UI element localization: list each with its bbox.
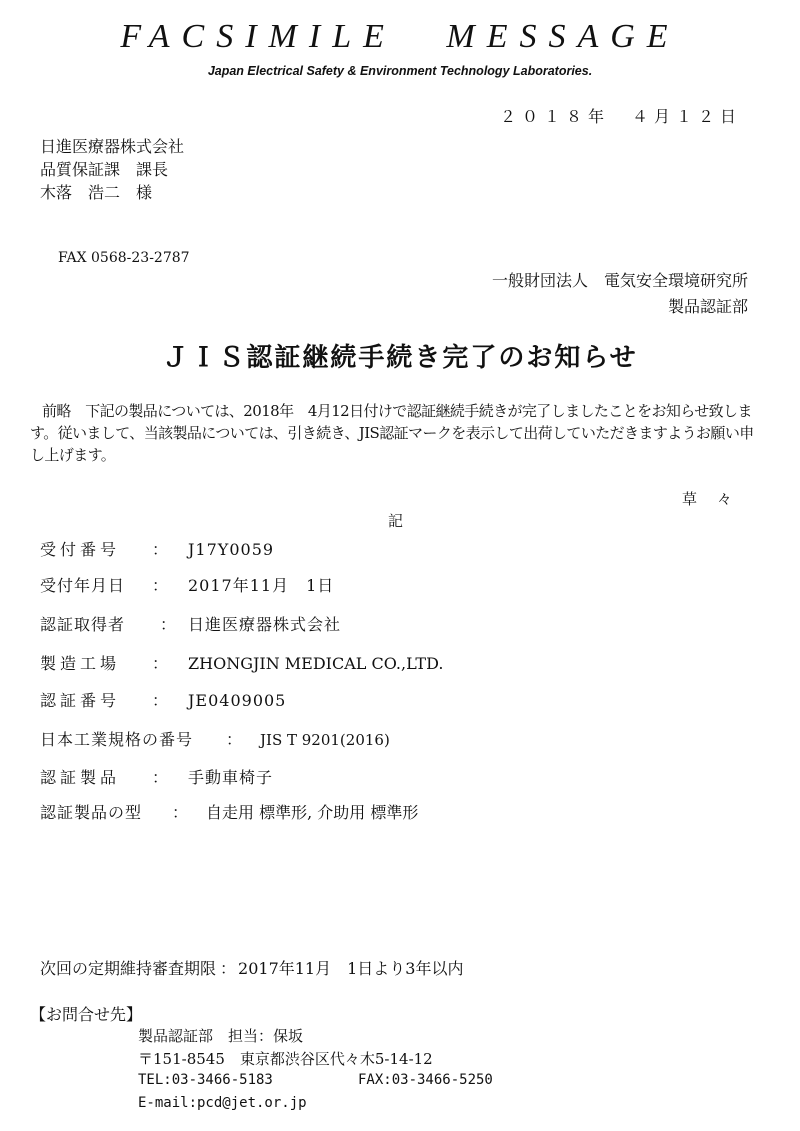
detail-label: 受付年月日 — [40, 576, 126, 595]
detail-row-cert-holder — [40, 612, 341, 635]
detail-row-jis-standard — [40, 727, 390, 750]
detail-sep: ： — [152, 540, 169, 559]
next-review-sep: ： — [220, 959, 237, 978]
inquiry-heading: 【お問合せ先】 — [30, 1005, 143, 1024]
detail-sep: ： — [152, 576, 169, 595]
body-text — [30, 400, 760, 466]
next-review-label: 次回の定期維持審査期限 — [40, 959, 217, 978]
detail-value: ZHONGJIN MEDICAL CO.,LTD. — [188, 654, 444, 673]
detail-label: 認証取得者 — [40, 615, 126, 634]
detail-row-product-type — [40, 800, 418, 823]
detail-label: 認証番号 — [40, 691, 121, 710]
detail-sep: ： — [226, 730, 243, 749]
detail-sep: ： — [152, 654, 169, 673]
inquiry-address: 〒151-8545 東京都渋谷区代々木5-14-12 — [138, 1050, 433, 1068]
inquiry-fax: FAX:03-3466-5250 — [358, 1072, 493, 1088]
detail-value: 手動車椅子 — [188, 768, 274, 787]
detail-sep: ： — [152, 768, 169, 787]
next-review-value: 2017年11月 1日より3年以内 — [238, 959, 464, 978]
detail-row-receipt-date — [40, 573, 334, 596]
detail-value: 自走用 標準形, 介助用 標準形 — [206, 803, 419, 822]
inquiry-email: E-mail:pcd@jet.or.jp — [138, 1095, 307, 1111]
document-date: ２０１８年 ４月１２日 — [499, 107, 742, 126]
detail-value: 2017年11月 1日 — [188, 576, 335, 595]
closing-sousou: 草々 — [681, 490, 752, 508]
detail-value: JE0409005 — [188, 691, 287, 710]
detail-label: 認証製品の型 — [40, 803, 143, 822]
detail-row-receipt-no — [40, 537, 274, 560]
sender-dept: 製品認証部 — [667, 297, 748, 316]
detail-sep: ： — [152, 691, 169, 710]
detail-sep: ： — [172, 803, 189, 822]
detail-row-product — [40, 765, 273, 788]
recipient-company: 日進医療器株式会社 — [40, 137, 185, 156]
ki-marker: 記 — [388, 512, 404, 530]
sender-org: 一般財団法人 電気安全環境研究所 — [491, 271, 748, 290]
recipient-name: 木落 浩二 様 — [40, 183, 153, 202]
next-review-row — [40, 956, 463, 979]
fax-title: FACSIMILE MESSAGE — [120, 18, 680, 55]
detail-row-factory — [40, 651, 443, 674]
detail-value: J17Y0059 — [188, 540, 275, 559]
org-name-english: Japan Electrical Safety & Environment Technology Laboratories. — [207, 64, 593, 78]
detail-row-cert-no — [40, 688, 286, 711]
inquiry-tel: TEL:03-3466-5183 — [138, 1072, 273, 1088]
detail-label: 受付番号 — [40, 540, 121, 559]
document-title: ＪＩＳ認証継続手続き完了のお知らせ — [162, 343, 638, 373]
detail-sep: ： — [160, 615, 177, 634]
detail-label: 認証製品 — [40, 768, 121, 787]
recipient-fax: FAX 0568-23-2787 — [58, 250, 190, 266]
recipient-department: 品質保証課 課長 — [40, 160, 169, 179]
inquiry-dept-contact: 製品認証部 担当：保坂 — [138, 1027, 304, 1045]
detail-value: 日進医療器株式会社 — [188, 615, 342, 634]
body-paragraph: 前略 下記の製品については、2018年 4月12日付けで認証継続手続きが完了しましたことをお知らせ致します。従いまして、当該製品については、引き続き、JIS認証マークを表示して出荷していただきますようお願い申し上げます。 — [30, 402, 754, 464]
detail-label: 日本工業規格の番号 — [40, 730, 194, 749]
detail-value: JIS T 9201(2016) — [260, 731, 390, 749]
detail-label: 製造工場 — [40, 654, 121, 673]
